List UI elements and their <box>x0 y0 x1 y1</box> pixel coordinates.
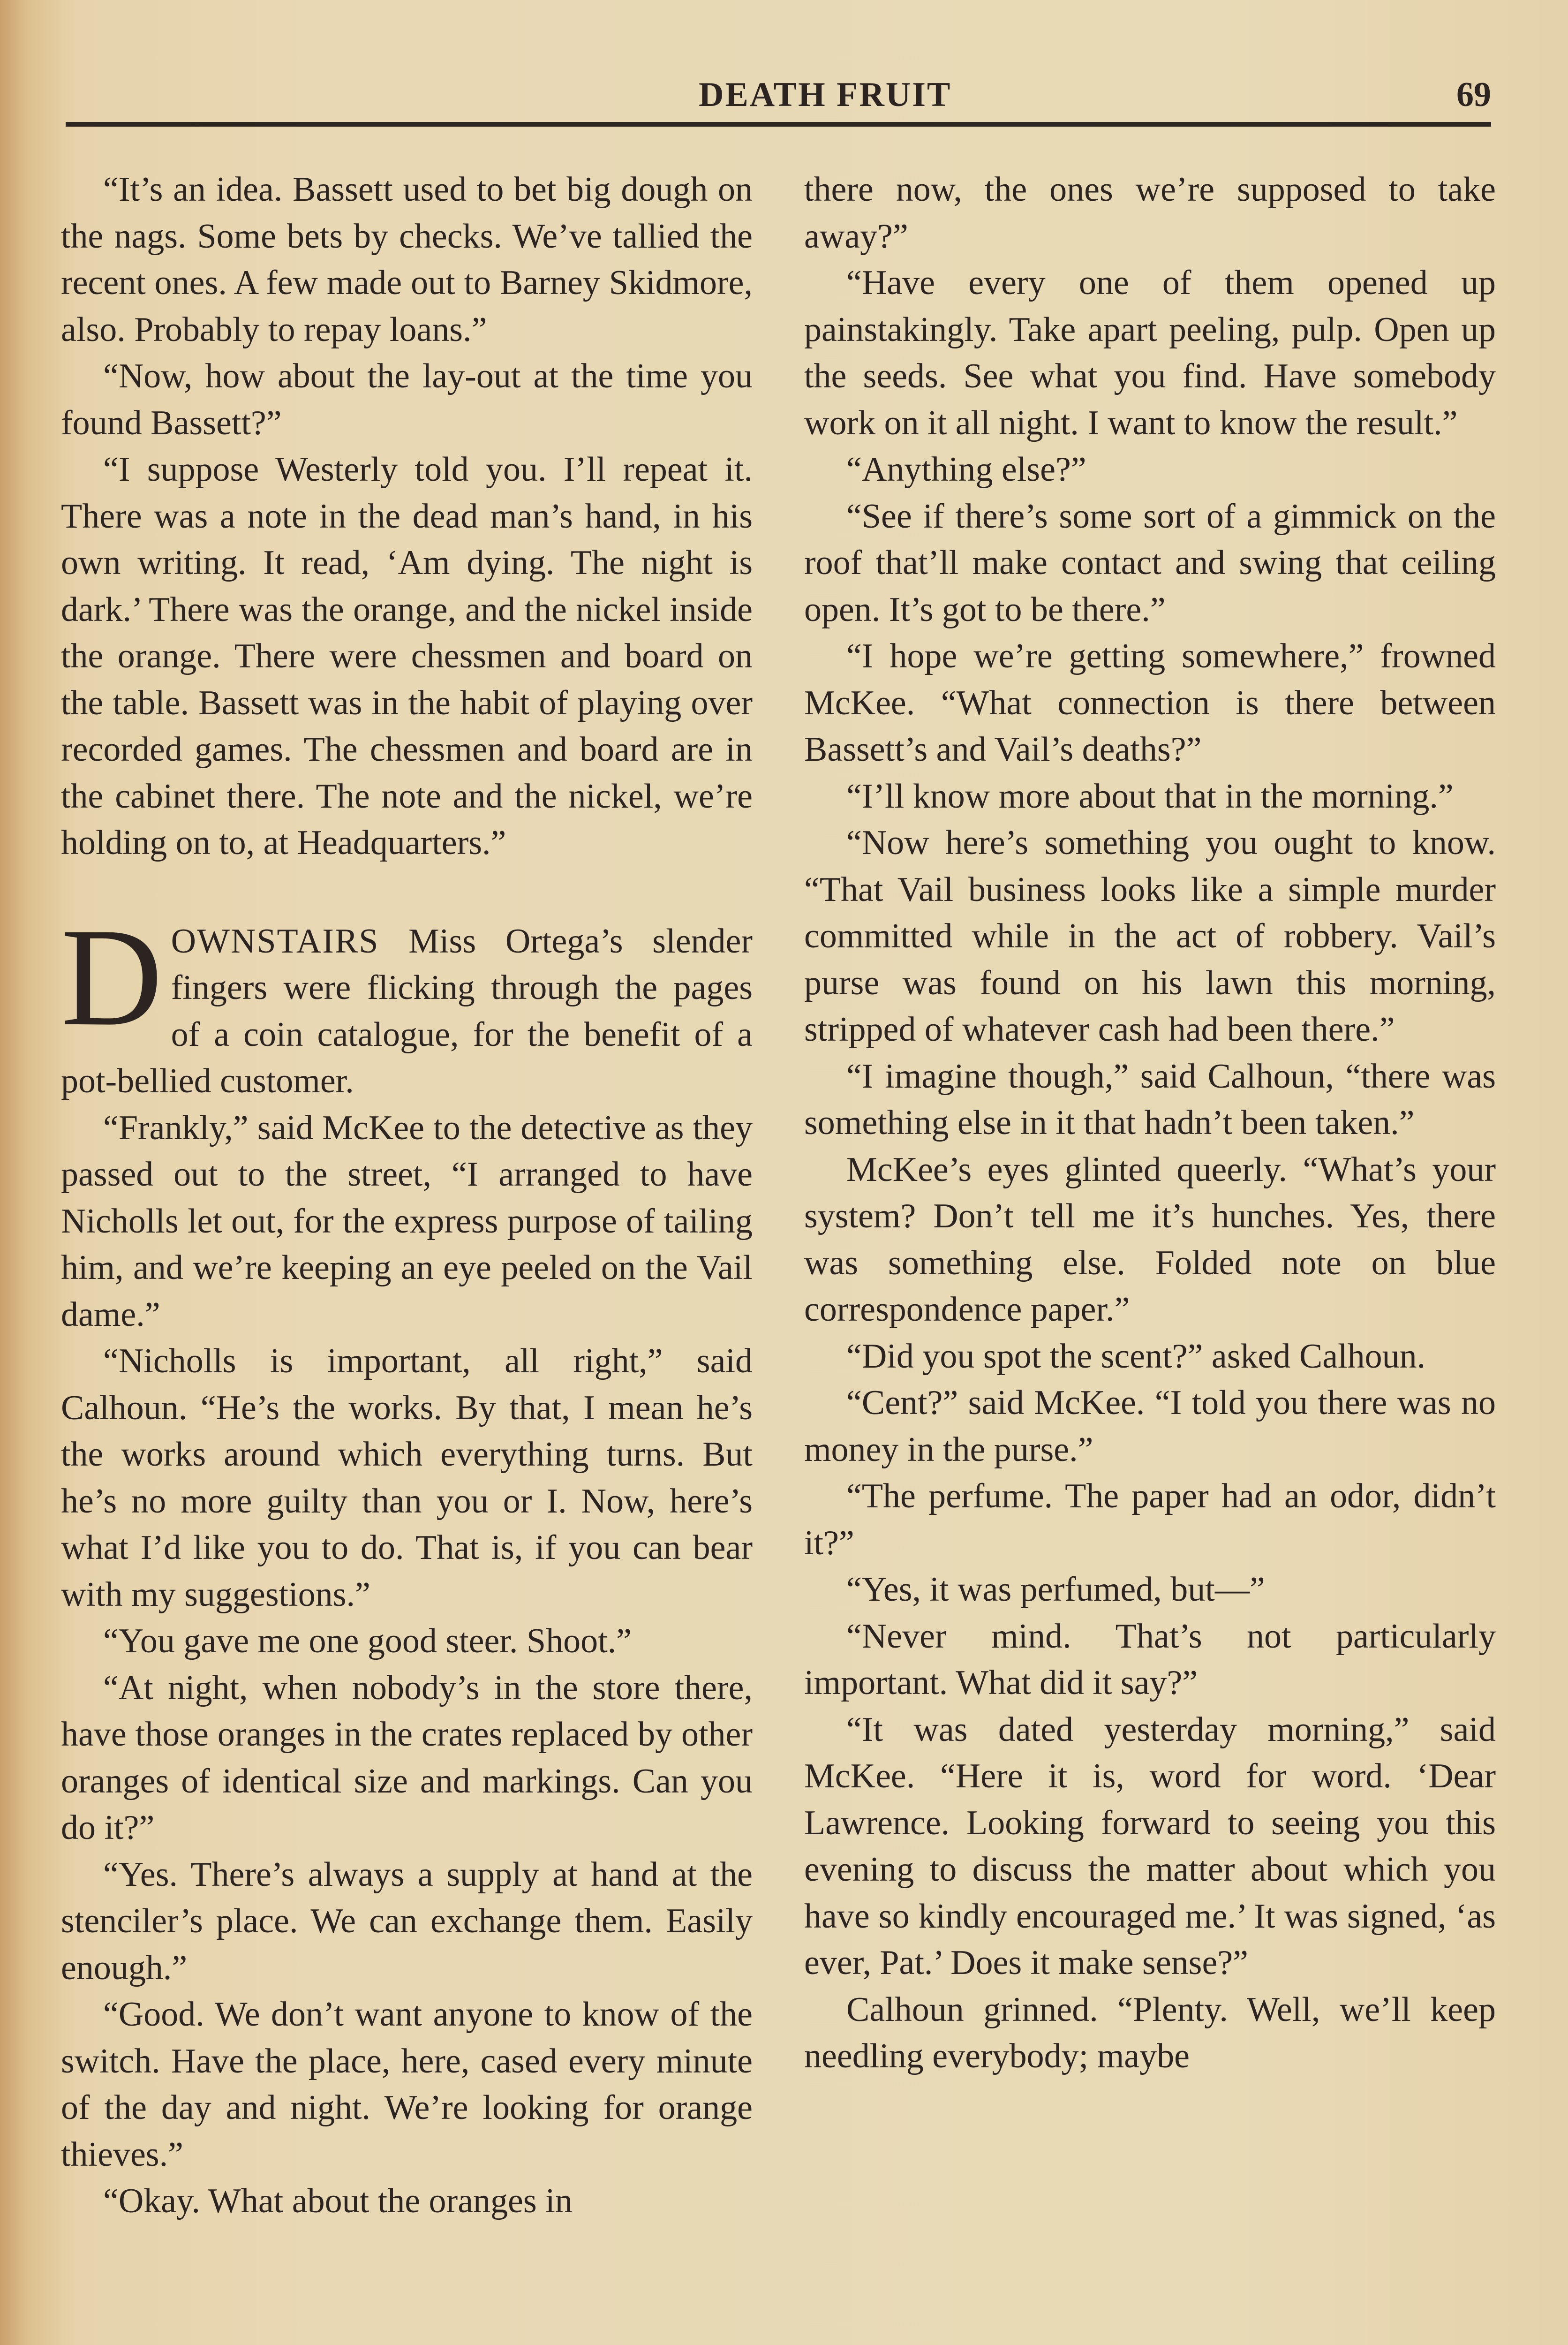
paragraph-continued: there now, the ones we’re supposed to take away?” <box>804 170 1496 256</box>
right-column <box>804 166 1496 2080</box>
left-column <box>61 166 753 2225</box>
paragraph: “Now here’s something you ought to know. “That Vail business looks like a simple murder committed while in the act of robbery. Vail’s purse was found on his lawn this morning, stripped of whatever cash had been there.” <box>804 824 1496 1049</box>
paragraph: “Yes. There’s always a supply at hand at the stenciler’s place. We can exchange them. Easily enough.” <box>61 1855 753 1987</box>
paragraph: “You gave me one good steer. Shoot.” <box>103 1622 632 1660</box>
paragraph: “Yes, it was perfumed, but—” <box>846 1570 1265 1609</box>
paragraph: “Nicholls is important, all right,” said Calhoun. “He’s the works. By that, I mean he’s the works around which everything turns. But he’s no more guilty than you or I. Now, here’s what I’d like you to do. That is, if you can bear with my suggestions.” <box>61 1342 753 1614</box>
page-number: 69 <box>1456 76 1491 114</box>
section-break <box>61 867 753 918</box>
paragraph: Calhoun grinned. “Plenty. Well, we’ll keep needling everybody; maybe <box>804 1990 1496 2075</box>
paragraph: McKee’s eyes glinted queerly. “What’s your system? Don’t tell me it’s hunches. Yes, there was something else. Folded note on blue correspondence paper.” <box>804 1150 1496 1329</box>
drop-cap-paragraph-text: Miss Ortega’s slender fingers were flicking through the pages of a coin catalogue, for the benefit of a pot-bellied customer. <box>61 922 753 1100</box>
paragraph: “Cent?” said McKee. “I told you there was no money in the purse.” <box>804 1384 1496 1469</box>
paragraph: “Good. We don’t want anyone to know of the switch. Have the place, here, cased every minute of the day and night. We’re looking for orange thieves.” <box>61 1995 753 2174</box>
page-header <box>66 70 1491 122</box>
paragraph: “I imagine though,” said Calhoun, “there was something else in it that hadn’t been taken.” <box>804 1057 1496 1142</box>
paragraph: “I suppose Westerly told you. I’ll repeat it. There was a note in the dead man’s hand, in his own writing. It read, ‘Am dying. The night is dark.’ There was the orange, and the nickel inside the orange. There were chessmen and board on the table. Bassett was in the habit of playing over recorded games. The chessmen and board are in the cabinet there. The note and the nickel, we’re holding on to, at Headquarters.” <box>61 450 753 862</box>
paragraph: “At night, when nobody’s in the store there, have those oranges in the crates replaced by other oranges of identical size and markings. Can you do it?” <box>61 1668 753 1847</box>
paragraph: “I hope we’re getting somewhere,” frowned McKee. “What connection is there between Bassett’s and Vail’s deaths?” <box>804 637 1496 769</box>
paragraph: “Anything else?” <box>846 450 1086 489</box>
paragraph: “Now, how about the lay-out at the time you found Bassett?” <box>61 357 753 442</box>
paragraph: “The perfume. The paper had an odor, didn’t it?” <box>804 1477 1496 1562</box>
paragraph: “I’ll know more about that in the morning.” <box>846 777 1454 816</box>
paragraph: “It’s an idea. Bassett used to bet big dough on the nags. Some bets by checks. We’ve tallied the recent ones. A few made out to Barney Skidmore, also. Probably to repay loans.” <box>61 170 753 349</box>
header-rule <box>66 122 1491 127</box>
drop-cap-word: OWNSTAIRS <box>171 922 379 961</box>
running-title: DEATH FRUIT <box>699 76 952 114</box>
paragraph: “Frankly,” said McKee to the detective as they passed out to the street, “I arranged to have Nicholls let out, for the express purpose of tailing him, and we’re keeping an eye peeled on the Vail dame.” <box>61 1108 753 1334</box>
paragraph: “Have every one of them opened up painstakingly. Take apart peeling, pulp. Open up the seeds. See what you find. Have somebody work on it all night. I want to know the result.” <box>804 264 1496 442</box>
paragraph: “Okay. What about the oranges in <box>103 2182 573 2220</box>
drop-cap-letter: D <box>61 899 163 1055</box>
paragraph: “Never mind. That’s not particularly important. What did it say?” <box>804 1617 1496 1702</box>
paragraph: “Did you spot the scent?” asked Calhoun. <box>846 1337 1426 1376</box>
drop-cap-paragraph <box>61 899 753 1105</box>
paragraph: “It was dated yesterday morning,” said McKee. “Here it is, word for word. ‘Dear Lawrence. Looking forward to seeing you this evening to discuss the matter about which you have so kindly encouraged me.’ It was signed, ‘as ever, Pat.’ Does it make sense?” <box>804 1710 1496 1982</box>
paragraph: “See if there’s some sort of a gimmick on the roof that’ll make contact and swing that ceiling open. It’s got to be there.” <box>804 497 1496 629</box>
